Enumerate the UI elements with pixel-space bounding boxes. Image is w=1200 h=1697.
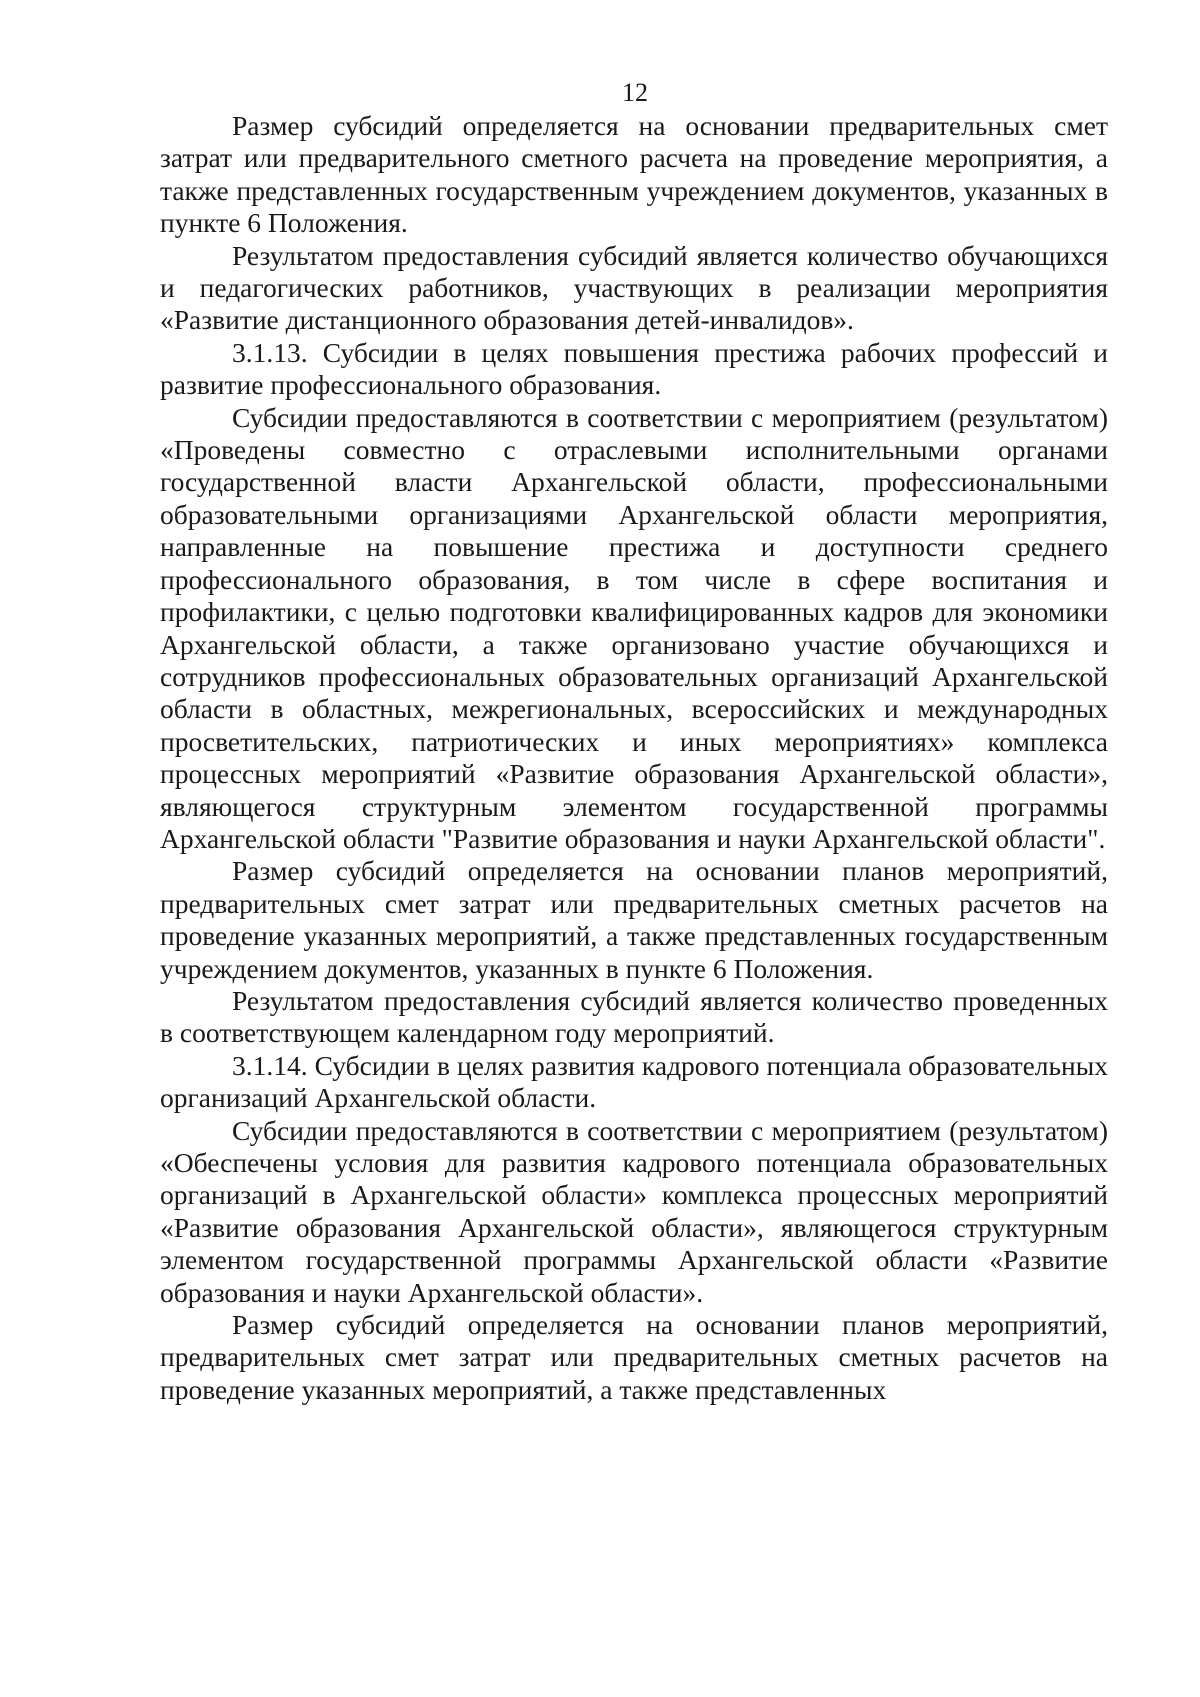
paragraph-subsidy-conditions-2: Субсидии предоставляются в соответствии с мероприятием (результатом) «Обеспечены условия для развития кадрового потенциала образовательных организаций в Архангельской области» комплекса процессных мероприятий «Развитие образования Архангельской области», являющегося структурным элементом государственной программы Архангельской области «Развитие образования и науки Архангельской области». xyxy=(160,1114,1108,1308)
paragraph-subsidy-size-1: Размер субсидий определяется на основании предварительных смет затрат или предварительного сметного расчета на проведение мероприятия, а также представленных государственным учреждением документов, указанных в пункте 6 Положения. xyxy=(160,110,1108,239)
paragraph-subsidy-conditions-1: Субсидии предоставляются в соответствии с мероприятием (результатом) «Проведены совместно с отраслевыми исполнительными органами государственной власти Архангельской области, профессиональными образовательными организациями Архангельской области мероприятия, направленные на повышение престижа и доступности среднего профессионального образования, в том числе в сфере воспитания и профилактики, с целью подготовки квалифицированных кадров для экономики Архангельской области, а также организовано участие обучающихся и сотрудников профессиональных образовательных организаций Архангельской области в областных, межрегиональных, всероссийских и международных просветительских, патриотических и иных мероприятиях» комплекса процессных мероприятий «Развитие образования Архангельской области», являющегося структурным элементом государственной программы Архангельской области "Развитие образования и науки Архангельской области". xyxy=(160,401,1108,854)
paragraph-section-3-1-14: 3.1.14. Субсидии в целях развития кадрового потенциала образовательных организаций Архангельской области. xyxy=(160,1049,1108,1114)
page-number: 12 xyxy=(622,78,648,107)
paragraph-subsidy-size-3: Размер субсидий определяется на основании планов мероприятий, предварительных смет затрат или предварительных сметных расчетов на проведение указанных мероприятий, а также представленных xyxy=(160,1309,1108,1405)
paragraph-result-2: Результатом предоставления субсидий является количество проведенных в соответствующем календарном году мероприятий. xyxy=(160,984,1108,1049)
paragraph-section-3-1-13: 3.1.13. Субсидии в целях повышения престижа рабочих профессий и развитие профессионального образования. xyxy=(160,336,1108,401)
document-body xyxy=(160,110,1108,1406)
paragraph-subsidy-size-2: Размер субсидий определяется на основании планов мероприятий, предварительных смет затрат или предварительных сметных расчетов на проведение указанных мероприятий, а также представленных государственным учреждением документов, указанных в пункте 6 Положения. xyxy=(160,855,1108,984)
paragraph-result-1: Результатом предоставления субсидий является количество обучающихся и педагогических работников, участвующих в реализации мероприятия «Развитие дистанционного образования детей-инвалидов». xyxy=(160,239,1108,336)
